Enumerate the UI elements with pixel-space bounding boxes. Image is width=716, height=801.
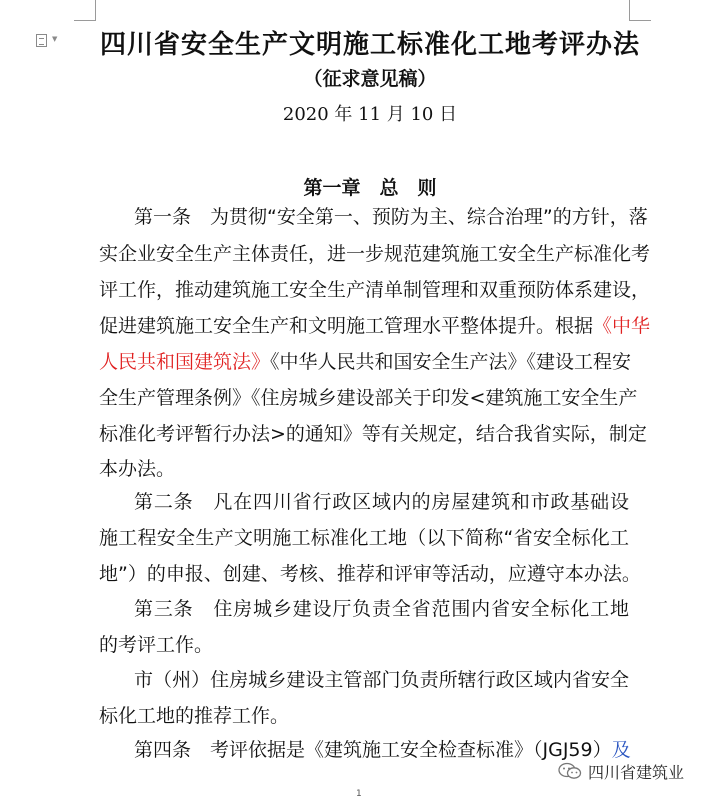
crop-mark xyxy=(74,20,96,21)
document-subtitle: （征求意见稿） xyxy=(303,68,437,90)
line-text: 《中华人民共和国安全生产法》《建设工程安 xyxy=(270,351,632,373)
paragraph-line: 施工程安全生产文明施工标准化工地（以下简称“省安全标化工 xyxy=(99,527,629,549)
crop-mark xyxy=(629,20,651,21)
paragraph-line: 地”）的申报、创建、考核、推荐和评审等活动，应遵守本办法。 xyxy=(99,563,641,585)
paragraph-line: 市（州）住房城乡建设主管部门负责所辖行政区域内省安全 xyxy=(134,669,629,691)
document-date: 2020 年 11 月 10 日 xyxy=(282,104,458,125)
paragraph-line: 评工作，推动建筑施工安全生产清单制管理和双重预防体系建设， xyxy=(99,279,651,301)
paragraph-line xyxy=(99,312,651,340)
paragraph-line xyxy=(134,736,629,764)
document-icon[interactable] xyxy=(36,34,47,47)
paragraph-line: 第一条 为贯彻“安全第一、预防为主、综合治理”的方针，落 xyxy=(134,206,648,228)
paragraph-line xyxy=(99,348,632,376)
paragraph-line: 第二条 凡在四川省行政区域内的房屋建筑和市政基础设 xyxy=(134,491,629,513)
line-text: 促进建筑施工安全生产和文明施工管理水平整体提升。根据 xyxy=(99,315,594,337)
paragraph-line: 全生产管理条例》《住房城乡建设部关于印发<建筑施工安全生产 xyxy=(99,387,638,409)
paragraph-line: 标准化考评暂行办法>的通知》等有关规定，结合我省实际，制定 xyxy=(99,423,647,445)
document-title: 四川省安全生产文明施工标准化工地考评办法 xyxy=(99,30,640,60)
wechat-icon xyxy=(558,762,582,780)
paragraph-line: 第三条 住房城乡建设厅负责全省范围内省安全标化工地 xyxy=(134,598,629,620)
page-number: 1 xyxy=(356,789,362,799)
paragraph-line: 实企业安全生产主体责任，进一步规范建筑施工安全生产标准化考 xyxy=(99,243,651,265)
paragraph-line: 的考评工作。 xyxy=(99,634,214,656)
continuation-link[interactable]: 及 xyxy=(611,739,631,761)
paragraph-line: 本办法。 xyxy=(99,458,176,480)
line-text: 第四条 考评依据是《建筑施工安全检查标准》（JGJ59） xyxy=(134,739,612,761)
law-link[interactable]: 《中华 xyxy=(593,315,651,337)
chapter-heading: 第一章 总 则 xyxy=(303,177,437,199)
chevron-down-icon[interactable]: ▼ xyxy=(52,35,58,43)
watermark-label: 四川省建筑业 xyxy=(588,763,685,782)
paragraph-line: 标化工地的推荐工作。 xyxy=(99,705,290,727)
crop-mark xyxy=(629,0,630,20)
crop-mark xyxy=(95,0,96,20)
law-link[interactable]: 人民共和国建筑法》 xyxy=(99,351,271,373)
